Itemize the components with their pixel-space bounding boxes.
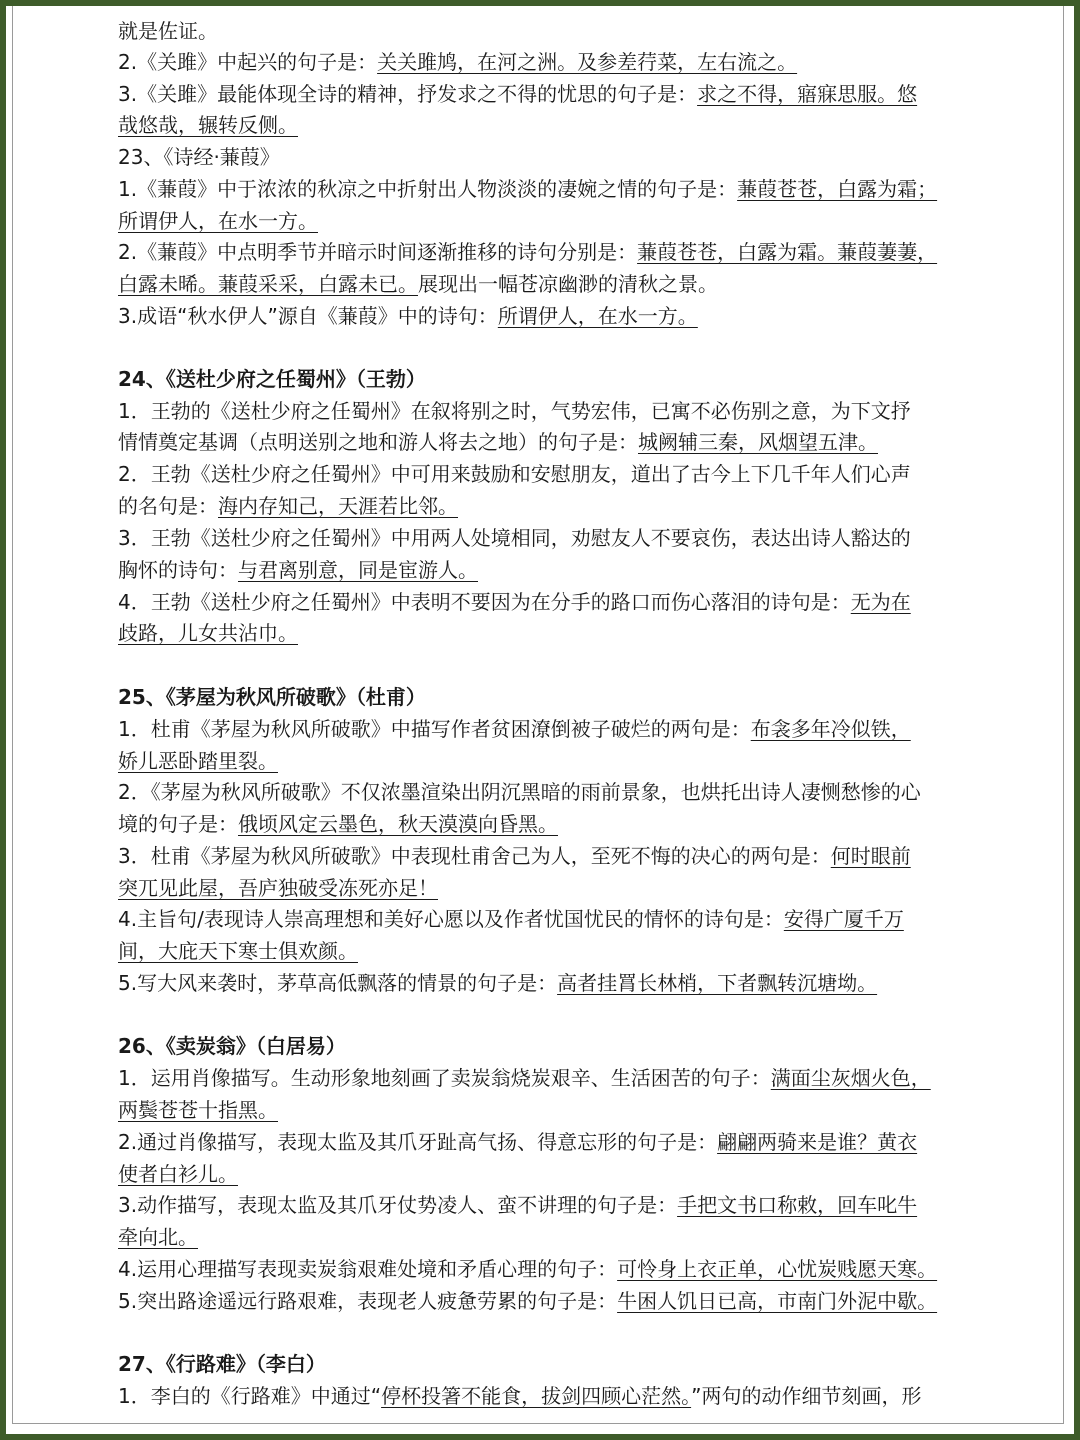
prompt-text: 展现出一幅苍凉幽渺的清秋之景。	[418, 272, 718, 296]
text-line	[118, 873, 978, 904]
section-heading	[118, 1031, 978, 1062]
answer-underlined: 求之不得，寤寐思服。悠	[697, 82, 918, 106]
prompt-text: 25、《茅屋为秋风所破歌》（杜甫）	[118, 685, 426, 709]
prompt-text: 1．杜甫《茅屋为秋风所破歌》中描写作者贫困潦倒被子破烂的两句是：	[118, 717, 751, 741]
answer-underlined: 何时眼前	[830, 844, 911, 868]
prompt-text: 1.《蒹葭》中于浓浓的秋凉之中折射出人物淡淡的凄婉之情的句子是：	[118, 177, 738, 201]
prompt-text: 的名句是：	[118, 494, 218, 518]
text-line	[118, 936, 978, 967]
prompt-text: 24、《送杜少府之任蜀州》（王勃）	[118, 367, 426, 391]
answer-underlined: 牵向北。	[118, 1225, 198, 1249]
prompt-text: ”两句的动作细节刻画，形	[691, 1384, 922, 1408]
text-line	[118, 841, 978, 872]
answer-underlined: 牛困人饥日已高，市南门外泥中歇。	[617, 1289, 938, 1313]
prompt-text: 2．王勃《送杜少府之任蜀州》中可用来鼓励和安慰朋友，道出了古今上下几千年人们心声	[118, 462, 911, 486]
answer-underlined: 满面尘灰烟火色，	[770, 1066, 931, 1090]
answer-underlined: 蒹葭苍苍，白露为霜。蒹葭萋萋，	[637, 240, 938, 264]
text-line	[118, 1190, 978, 1221]
text-line	[118, 618, 978, 649]
text-line	[118, 714, 978, 745]
answer-underlined: 间，大庇天下寒士俱欢颜。	[118, 939, 358, 963]
answer-underlined: 海内存知己，天涯若比邻。	[218, 494, 458, 518]
answer-underlined: 可怜身上衣正单，心忧炭贱愿天寒。	[617, 1257, 938, 1281]
answer-underlined: 布衾多年冷似铁，	[750, 717, 911, 741]
prompt-text: 26、《卖炭翁》（白居易）	[118, 1034, 346, 1058]
text-line	[118, 587, 978, 618]
text-line	[118, 1159, 978, 1190]
prompt-text: 情情奠定基调（点明送别之地和游人将去之地）的句子是：	[118, 430, 638, 454]
prompt-text: 1．运用肖像描写。生动形象地刻画了卖炭翁烧炭艰辛、生活困苦的句子：	[118, 1066, 771, 1090]
text-line	[118, 968, 978, 999]
answer-underlined: 所谓伊人，在水一方。	[497, 304, 698, 328]
answer-underlined: 歧路，儿女共沾巾。	[118, 621, 298, 645]
prompt-text: 5.突出路途遥远行路艰难，表现老人疲惫劳累的句子是：	[118, 1289, 618, 1313]
prompt-text: 3．杜甫《茅屋为秋风所破歌》中表现杜甫舍己为人，至死不悔的决心的两句是：	[118, 844, 831, 868]
answer-underlined: 高者挂罥长林梢，下者飘转沉塘坳。	[557, 971, 878, 995]
prompt-text: 3.《关雎》最能体现全诗的精神，抒发求之不得的忧思的句子是：	[118, 82, 698, 106]
section-heading	[118, 364, 978, 395]
prompt-text: 就是佐证。	[118, 19, 218, 43]
prompt-text: 境的句子是：	[118, 812, 238, 836]
text-line	[118, 269, 978, 300]
prompt-text: 1．王勃的《送杜少府之任蜀州》在叙将别之时，气势宏伟，已寓不必伤别之意，为下文抒	[118, 399, 911, 423]
answer-underlined: 所谓伊人，在水一方。	[118, 209, 318, 233]
answer-underlined: 哉悠哉，辗转反侧。	[118, 113, 298, 137]
answer-underlined: 娇儿恶卧踏里裂。	[118, 749, 278, 773]
answer-underlined: 使者白衫儿。	[118, 1162, 238, 1186]
text-line	[118, 459, 978, 490]
text-line	[118, 174, 978, 205]
text-line	[118, 301, 978, 332]
answer-underlined: 停杯投箸不能食，拔剑四顾心茫然。	[381, 1384, 692, 1408]
prompt-text: 2.《关雎》中起兴的句子是：	[118, 50, 378, 74]
text-line	[118, 142, 978, 173]
answer-underlined: 城阙辅三秦，风烟望五津。	[638, 430, 878, 454]
text-line	[118, 904, 978, 935]
prompt-text: 1．李白的《行路难》中通过“	[118, 1384, 382, 1408]
text-line	[118, 523, 978, 554]
text-line	[118, 809, 978, 840]
prompt-text: 4.主旨句/表现诗人崇高理想和美好心愿以及作者忧国忧民的情怀的诗句是：	[118, 907, 784, 931]
text-line	[118, 396, 978, 427]
text-line	[118, 1127, 978, 1158]
document-page	[6, 6, 1074, 1434]
prompt-text: 2．《茅屋为秋风所破歌》不仅浓墨渲染出阴沉黑暗的雨前景象，也烘托出诗人凄恻愁惨的心	[118, 780, 921, 804]
text-line	[118, 1381, 978, 1412]
answer-underlined: 翩翩两骑来是谁？黄衣	[717, 1130, 918, 1154]
text-line	[118, 555, 978, 586]
text-line	[118, 1063, 978, 1094]
prompt-text: 27、《行路难》（李白）	[118, 1352, 326, 1376]
prompt-text: 2.《蒹葭》中点明季节并暗示时间逐渐推移的诗句分别是：	[118, 240, 638, 264]
prompt-text: 23、《诗经·蒹葭》	[118, 145, 280, 169]
prompt-text: 4.运用心理描写表现卖炭翁艰难处境和矛盾心理的句子：	[118, 1257, 618, 1281]
prompt-text: 4．王勃《送杜少府之任蜀州》中表明不要因为在分手的路口而伤心落泪的诗句是：	[118, 590, 851, 614]
section-heading	[118, 682, 978, 713]
text-line	[118, 777, 978, 808]
prompt-text: 2.通过肖像描写，表现太监及其爪牙趾高气扬、得意忘形的句子是：	[118, 1130, 718, 1154]
answer-underlined: 安得广厦千万	[783, 907, 904, 931]
text-line	[118, 1254, 978, 1285]
prompt-text: 3．王勃《送杜少府之任蜀州》中用两人处境相同，劝慰友人不要哀伤，表达出诗人豁达的	[118, 526, 911, 550]
answer-underlined: 与君离别意，同是宦游人。	[238, 558, 478, 582]
text-line	[118, 79, 978, 110]
prompt-text: 3.成语“秋水伊人”源自《蒹葭》中的诗句：	[118, 304, 498, 328]
answer-underlined: 手把文书口称敕，回车叱牛	[677, 1193, 918, 1217]
text-line	[118, 1286, 978, 1317]
text-line	[118, 110, 978, 141]
text-line	[118, 237, 978, 268]
answer-underlined: 蒹葭苍苍，白露为霜；	[737, 177, 938, 201]
text-line	[118, 491, 978, 522]
prompt-text: 3.动作描写，表现太监及其爪牙仗势凌人、蛮不讲理的句子是：	[118, 1193, 678, 1217]
answer-underlined: 两鬓苍苍十指黑。	[118, 1098, 278, 1122]
text-line	[118, 206, 978, 237]
text-line	[118, 1095, 978, 1126]
answer-underlined: 无为在	[850, 590, 911, 614]
text-line	[118, 47, 978, 78]
text-line	[118, 16, 978, 47]
answer-underlined: 白露未晞。蒹葭采采，白露未已。	[118, 272, 418, 296]
text-line	[118, 746, 978, 777]
prompt-text: 胸怀的诗句：	[118, 558, 238, 582]
answer-underlined: 俄顷风定云墨色，秋天漠漠向昏黑。	[238, 812, 558, 836]
answer-underlined: 关关雎鸠，在河之洲。及参差荇菜，左右流之。	[377, 50, 798, 74]
prompt-text: 5.写大风来袭时，茅草高低飘落的情景的句子是：	[118, 971, 558, 995]
answer-underlined: 突兀见此屋，吾庐独破受冻死亦足！	[118, 876, 438, 900]
text-line	[118, 1222, 978, 1253]
text-line	[118, 427, 978, 458]
section-heading	[118, 1349, 978, 1380]
